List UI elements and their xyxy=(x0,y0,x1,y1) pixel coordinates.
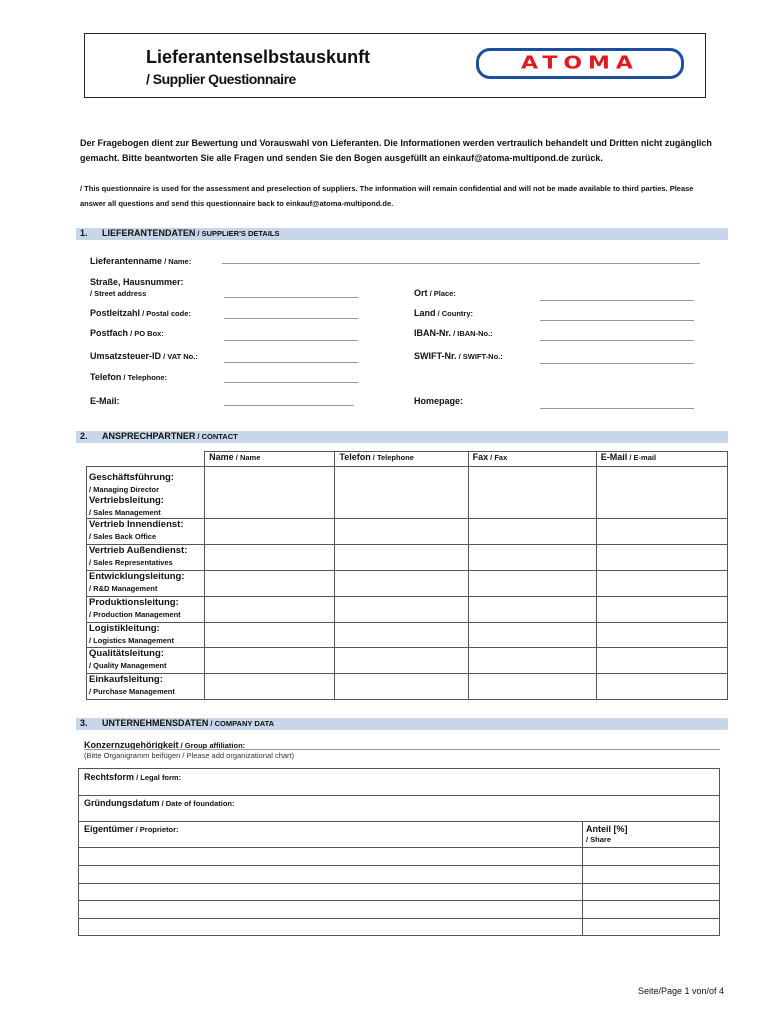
row-label-de: Entwicklungsleitung: xyxy=(89,571,185,582)
section-3-number: 3. xyxy=(80,718,88,728)
country-field[interactable] xyxy=(540,320,694,321)
swift-label xyxy=(414,351,503,361)
section-3-title-en: / COMPANY DATA xyxy=(208,719,275,728)
iban-de: IBAN-Nr. xyxy=(414,328,452,338)
row-label-en: / Purchase Management xyxy=(89,687,175,696)
cell-input[interactable] xyxy=(596,648,727,674)
country-label xyxy=(414,308,473,318)
row-label-de: Logistikleitung: xyxy=(89,623,160,634)
cell-input[interactable] xyxy=(205,648,335,674)
cell-input[interactable] xyxy=(335,467,468,519)
col-fax-en: / Fax xyxy=(488,453,508,462)
postal-label xyxy=(90,308,191,318)
table-row xyxy=(87,545,728,571)
cell-input[interactable] xyxy=(468,674,596,700)
section-1-number: 1. xyxy=(80,228,88,238)
col-phone-de: Telefon xyxy=(339,452,371,462)
group-de: Konzernzugehörigkeit xyxy=(84,740,179,750)
row-label xyxy=(87,674,205,700)
place-en: / Place: xyxy=(427,289,456,298)
postal-field[interactable] xyxy=(224,318,358,319)
vat-field[interactable] xyxy=(224,362,358,363)
cell-input[interactable] xyxy=(468,571,596,597)
owner-de: Eigentümer xyxy=(84,824,134,834)
cell-input[interactable] xyxy=(468,648,596,674)
row-label-en: / Quality Management xyxy=(89,661,167,670)
postal-en: / Postal code: xyxy=(140,309,191,318)
phone-label xyxy=(90,372,167,382)
legal-form-de: Rechtsform xyxy=(84,772,135,782)
row-label xyxy=(87,571,205,597)
col-email xyxy=(596,452,727,467)
street-label-en: / Street address xyxy=(90,289,147,298)
row-label-de: Geschäftsführung: xyxy=(89,472,174,483)
grid-line xyxy=(78,795,720,796)
grid-line xyxy=(582,821,583,936)
cell-input[interactable] xyxy=(335,674,468,700)
cell-input[interactable] xyxy=(596,467,727,519)
section-2-title-de: ANSPRECHPARTNER xyxy=(102,431,196,441)
logo-text: ATOMA xyxy=(521,53,639,74)
col-name-en: / Name xyxy=(233,453,261,462)
cell-input[interactable] xyxy=(205,674,335,700)
row-label xyxy=(87,597,205,623)
grid-line xyxy=(78,918,720,919)
table-row xyxy=(87,674,728,700)
founded-en: / Date of foundation: xyxy=(159,799,235,808)
table-row xyxy=(87,519,728,545)
vat-en: / VAT No.: xyxy=(161,352,198,361)
cell-input[interactable] xyxy=(335,623,468,648)
row-label xyxy=(87,545,205,571)
col-email-en: / E-mail xyxy=(627,453,657,462)
page-number: Seite/Page 1 von/of 4 xyxy=(637,986,724,996)
table-row xyxy=(87,648,728,674)
iban-en: / IBAN-No.: xyxy=(451,329,493,338)
section-3-title-de: UNTERNEHMENSDATEN xyxy=(102,718,209,728)
iban-field[interactable] xyxy=(540,340,694,341)
col-phone-en: / Telephone xyxy=(370,453,414,462)
grid-line xyxy=(78,900,720,901)
email-label: E-Mail: xyxy=(90,396,120,406)
table-row xyxy=(87,623,728,648)
cell-input[interactable] xyxy=(596,674,727,700)
row-label-en: / Logistics Management xyxy=(89,636,175,645)
pobox-de: Postfach xyxy=(90,328,129,338)
pobox-label xyxy=(90,328,164,338)
place-label xyxy=(414,288,456,298)
swift-field[interactable] xyxy=(540,363,694,364)
country-de: Land xyxy=(414,308,436,318)
homepage-label: Homepage: xyxy=(414,396,464,406)
cell-input[interactable] xyxy=(335,571,468,597)
cell-input[interactable] xyxy=(205,519,335,545)
col-name-de: Name xyxy=(209,452,234,462)
col-name xyxy=(205,452,335,467)
owner-label xyxy=(84,824,179,834)
pobox-field[interactable] xyxy=(224,340,358,341)
grid-line xyxy=(78,847,720,848)
legal-form-en: / Legal form: xyxy=(134,773,182,782)
street-label: Straße, Hausnummer: xyxy=(90,277,184,287)
section-1-title-en: / SUPPLIER'S DETAILS xyxy=(195,229,280,238)
phone-field[interactable] xyxy=(224,382,358,383)
col-fax xyxy=(468,452,596,467)
contact-table-header xyxy=(87,452,728,467)
row-label xyxy=(87,648,205,674)
supplier-name-field[interactable] xyxy=(222,263,700,264)
section-2-title xyxy=(102,431,238,441)
cell-input[interactable] xyxy=(205,571,335,597)
cell-input[interactable] xyxy=(468,467,596,519)
cell-input[interactable] xyxy=(468,597,596,623)
row-label xyxy=(87,623,205,648)
street-field[interactable] xyxy=(224,297,358,298)
contact-table xyxy=(86,451,728,700)
owner-en: / Proprietor: xyxy=(133,825,179,834)
legal-form-label[interactable] xyxy=(84,772,181,782)
col-fax-de: Fax xyxy=(472,452,489,462)
cell-input[interactable] xyxy=(596,623,727,648)
vat-label xyxy=(90,351,198,361)
cell-input[interactable] xyxy=(205,545,335,571)
row-label-en: / Production Management xyxy=(89,610,181,619)
row-label-en: / Sales Management xyxy=(89,508,161,517)
row-label xyxy=(87,467,205,519)
section-3-title xyxy=(102,718,274,728)
table-row xyxy=(87,571,728,597)
founded-de: Gründungsdatum xyxy=(84,798,160,808)
intro-de: Der Fragebogen dient zur Bewertung und Vorauswahl von Lieferanten. Die Informationen werden vertraulich behandelt und Dritten nicht zugänglich gemacht. Bitte beantworten Sie alle Fragen und senden Sie den Bogen ausgefüllt an einkauf@atoma-multipond.de zurück. xyxy=(80,138,712,163)
row-label xyxy=(87,519,205,545)
row-label-de: Qualitätsleitung: xyxy=(89,648,164,659)
row-label-en: / Sales Representatives xyxy=(89,558,173,567)
group-field[interactable] xyxy=(84,749,720,750)
iban-label xyxy=(414,328,493,338)
cell-input[interactable] xyxy=(596,597,727,623)
cell-input[interactable] xyxy=(335,545,468,571)
row-label-de: Produktionsleitung: xyxy=(89,597,179,608)
supplier-name-label xyxy=(90,256,191,266)
section-1-title xyxy=(102,228,280,238)
group-note: (Bitte Organigramm beifügen / Please add organizational chart) xyxy=(84,751,295,760)
grid-line xyxy=(78,883,720,884)
row-label-de: Vertrieb Innendienst: xyxy=(89,519,184,530)
founded-label[interactable] xyxy=(84,798,235,808)
cell-input[interactable] xyxy=(205,467,335,519)
page-subtitle: / Supplier Questionnaire xyxy=(146,71,296,87)
section-3-header xyxy=(76,718,728,730)
col-email-de: E-Mail xyxy=(600,452,628,462)
cell-input[interactable] xyxy=(596,545,727,571)
row-label-de: Vertriebsleitung: xyxy=(89,495,164,506)
place-field[interactable] xyxy=(540,300,694,301)
email-field[interactable] xyxy=(224,405,354,406)
vat-de: Umsatzsteuer-ID xyxy=(90,351,162,361)
postal-de: Postleitzahl xyxy=(90,308,141,318)
cell-input[interactable] xyxy=(468,519,596,545)
col-phone xyxy=(335,452,468,467)
table-row xyxy=(87,467,728,519)
cell-input[interactable] xyxy=(335,597,468,623)
cell-input[interactable] xyxy=(335,519,468,545)
section-1-title-de: LIEFERANTENDATEN xyxy=(102,228,196,238)
section-2-title-en: / CONTACT xyxy=(195,432,238,441)
company-data-box xyxy=(78,768,720,936)
share-label-en: / Share xyxy=(586,835,612,844)
swift-de: SWIFT-Nr. xyxy=(414,351,457,361)
homepage-field[interactable] xyxy=(540,408,694,409)
grid-line xyxy=(78,821,720,822)
phone-de: Telefon xyxy=(90,372,122,382)
pobox-en: / PO Box: xyxy=(128,329,164,338)
cell-input[interactable] xyxy=(596,519,727,545)
grid-line xyxy=(78,865,720,866)
swift-en: / SWIFT-No.: xyxy=(456,352,503,361)
section-2-number: 2. xyxy=(80,431,88,441)
cell-input[interactable] xyxy=(468,545,596,571)
cell-input[interactable] xyxy=(335,648,468,674)
table-row xyxy=(87,597,728,623)
phone-en: / Telephone: xyxy=(121,373,168,382)
row-label-en: / R&D Management xyxy=(89,584,158,593)
cell-input[interactable] xyxy=(468,623,596,648)
share-label: Anteil [%] xyxy=(586,824,628,834)
empty-header-cell xyxy=(87,452,205,467)
intro-en: / This questionnaire is used for the assessment and preselection of suppliers. The information will remain confidential and will not be made available to third parties. Please answer all questions and send this questionnaire back to einkauf@atoma-multipond.de. xyxy=(80,184,694,208)
row-label-de: Einkaufsleitung: xyxy=(89,674,163,685)
row-label-en: / Sales Back Office xyxy=(89,532,157,541)
row-label-en: / Managing Director xyxy=(89,485,160,494)
row-label-de: Vertrieb Außendienst: xyxy=(89,545,188,556)
atoma-logo xyxy=(476,48,684,79)
place-de: Ort xyxy=(414,288,428,298)
cell-input[interactable] xyxy=(205,623,335,648)
cell-input[interactable] xyxy=(596,571,727,597)
section-2-header xyxy=(76,431,728,443)
country-en: / Country: xyxy=(435,309,473,318)
page-title: Lieferantenselbstauskunft xyxy=(146,47,371,67)
supplier-name-de: Lieferantenname xyxy=(90,256,163,266)
group-en: / Group affiliation: xyxy=(178,741,246,750)
supplier-name-en: / Name: xyxy=(162,257,192,266)
section-1-header xyxy=(76,228,728,240)
cell-input[interactable] xyxy=(205,597,335,623)
